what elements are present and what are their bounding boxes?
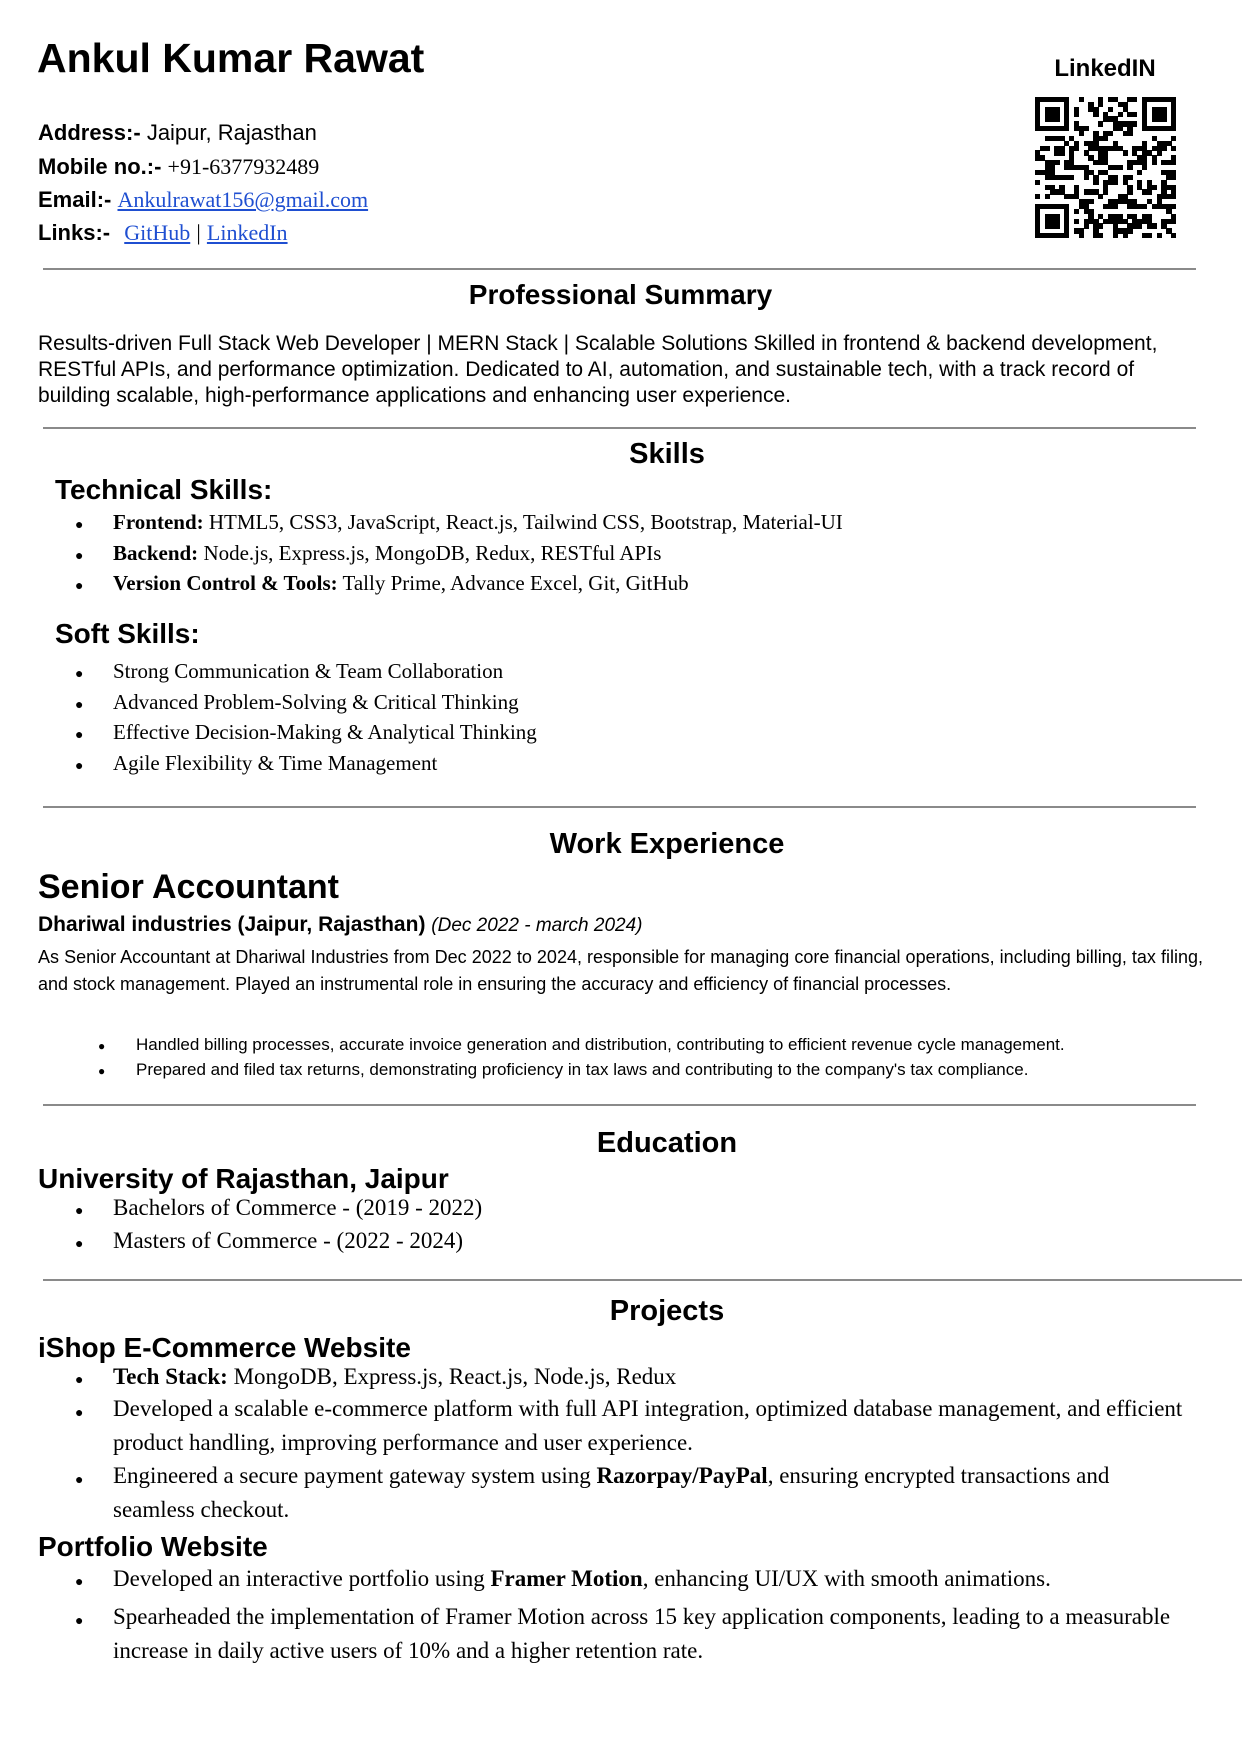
bullet-icon: ●: [75, 1573, 84, 1589]
qr-module: [1084, 175, 1089, 180]
qr-module: [1093, 112, 1098, 117]
qr-module: [1045, 146, 1050, 151]
links-separator: |: [196, 220, 201, 245]
qr-module: [1084, 223, 1089, 228]
qr-module: [1035, 180, 1040, 185]
contact-address: [38, 122, 317, 144]
qr-module: [1137, 223, 1142, 228]
qr-module: [1113, 233, 1118, 238]
project-bullet: [113, 1459, 1193, 1527]
qr-module: [1127, 189, 1132, 194]
skill-label: Backend:: [113, 541, 199, 565]
qr-module: [1118, 165, 1123, 170]
skill-label: Version Control & Tools:: [113, 571, 338, 595]
qr-module: [1132, 112, 1137, 117]
summary-text: Results-driven Full Stack Web Developer | MERN Stack | Scalable Solutions Skilled in frontend & backend development, RESTful APIs, and performance optimization. Dedicated to AI, automation, and sustainable tech, with a track record of building scalable, high-performance applications and enhancing user experience.: [38, 332, 1158, 407]
contact-links: [38, 222, 288, 244]
university-name: University of Rajasthan, Jaipur: [38, 1163, 449, 1194]
project-bullet: Developed a scalable e-commerce platform with full API integration, optimized database management, and efficient product handling, improving performance and user experience.: [113, 1396, 1183, 1455]
qr-module: [1098, 102, 1103, 107]
qr-module: [1118, 112, 1123, 117]
qr-module: [1171, 233, 1176, 238]
divider: [43, 268, 1196, 270]
qr-module: [1171, 219, 1176, 224]
bullet-icon: ●: [98, 1039, 106, 1053]
project-bullet: [113, 1567, 1203, 1590]
qr-module: [1171, 146, 1176, 151]
qr-module: [1171, 204, 1176, 209]
qr-module: [1084, 126, 1089, 131]
qr-module: [1152, 185, 1157, 190]
qr-module: [1054, 160, 1059, 165]
qr-module: [1103, 136, 1108, 141]
qr-module: [1108, 107, 1113, 112]
qr-module: [1127, 175, 1132, 180]
qr-module: [1161, 116, 1166, 121]
bullet-icon: ●: [75, 665, 84, 681]
qr-module: [1079, 233, 1084, 238]
qr-module: [1127, 165, 1132, 170]
bullet-icon: ●: [75, 1235, 84, 1251]
qr-module: [1069, 175, 1074, 180]
qr-module: [1064, 233, 1069, 238]
qr-module: [1152, 223, 1157, 228]
qr-module: [1098, 194, 1103, 199]
qr-module: [1132, 121, 1137, 126]
skill-frontend: [113, 512, 843, 533]
soft-skills-heading: Soft Skills:: [55, 618, 200, 649]
bullet-icon: ●: [75, 757, 84, 773]
soft-skill-item: Agile Flexibility & Time Management: [113, 751, 438, 775]
qr-module: [1074, 146, 1079, 151]
qr-module: [1171, 194, 1176, 199]
divider: [43, 1104, 1196, 1106]
skill-label: Frontend:: [113, 510, 204, 534]
qr-module: [1171, 160, 1176, 165]
tech-stack-value: MongoDB, Express.js, React.js, Node.js, Redux: [233, 1364, 677, 1389]
linkedin-qr-code[interactable]: [1035, 97, 1176, 238]
job-company: Dhariwal industries (Jaipur, Rajasthan): [38, 913, 426, 936]
contact-email: [38, 189, 368, 211]
project-title: iShop E-Commerce Website: [38, 1332, 411, 1363]
bullet-icon: ●: [75, 547, 84, 563]
qr-module: [1054, 116, 1059, 121]
qr-module: [1035, 194, 1040, 199]
qr-module: [1161, 146, 1166, 151]
qr-module: [1142, 204, 1147, 209]
bullet-icon: ●: [75, 726, 84, 742]
qr-module: [1171, 175, 1176, 180]
links-label: Links:-: [38, 220, 111, 245]
bullet-icon: ●: [75, 1202, 84, 1218]
qr-module: [1079, 131, 1084, 136]
qr-module: [1152, 160, 1157, 165]
qr-module: [1079, 97, 1084, 102]
address-value: Jaipur, Rajasthan: [146, 120, 317, 145]
bullet-icon: ●: [75, 577, 84, 593]
qr-module: [1098, 233, 1103, 238]
address-label: Address:-: [38, 120, 141, 145]
job-bullet: Handled billing processes, accurate invoice generation and distribution, contributing to efficient revenue cycle management.: [136, 1035, 1065, 1054]
contact-mobile: [38, 156, 319, 178]
github-link[interactable]: GitHub: [124, 220, 191, 245]
qr-module: [1147, 233, 1152, 238]
qr-module: [1074, 209, 1079, 214]
bullet-icon: ●: [75, 696, 84, 712]
summary-heading: Professional Summary: [468, 279, 773, 310]
divider: [43, 1279, 1242, 1281]
qr-module: [1142, 165, 1147, 170]
qr-module: [1157, 150, 1162, 155]
bullet-icon: ●: [75, 1612, 84, 1628]
work-heading: Work Experience: [549, 828, 785, 860]
qr-module: [1074, 112, 1079, 117]
skills-heading: Skills: [629, 438, 705, 470]
mobile-label: Mobile no.:-: [38, 154, 162, 179]
qr-module: [1064, 126, 1069, 131]
project-bullet-text: , ensuring encrypted transactions and seamless checkout.: [113, 1463, 1110, 1522]
project-bullet-text: Engineered a secure payment gateway system using: [113, 1463, 597, 1488]
tech-stack-label: Tech Stack:: [113, 1364, 228, 1389]
technical-skills-heading: Technical Skills:: [55, 474, 273, 505]
qr-module: [1127, 131, 1132, 136]
soft-skill-item: Advanced Problem-Solving & Critical Thinking: [113, 690, 519, 714]
qr-module: [1147, 189, 1152, 194]
mobile-value: +91-6377932489: [167, 154, 320, 179]
skill-value: HTML5, CSS3, JavaScript, React.js, Tailwind CSS, Bootstrap, Material-UI: [208, 510, 843, 534]
qr-module: [1137, 170, 1142, 175]
soft-skill-item: Effective Decision-Making & Analytical Thinking: [113, 720, 537, 744]
project-bullet-text: Developed an interactive portfolio using: [113, 1566, 491, 1591]
qr-module: [1123, 150, 1128, 155]
qr-module: [1059, 150, 1064, 155]
skill-value: Node.js, Express.js, MongoDB, Redux, RESTful APIs: [203, 541, 662, 565]
qr-module: [1093, 180, 1098, 185]
qr-module: [1103, 189, 1108, 194]
library-name: Framer Motion: [490, 1566, 643, 1591]
qr-module: [1113, 204, 1118, 209]
qr-module: [1132, 97, 1137, 102]
qr-module: [1098, 121, 1103, 126]
job-dates: (Dec 2022 - march 2024): [431, 915, 643, 936]
skill-value: Tally Prime, Advance Excel, Git, GitHub: [342, 571, 689, 595]
job-description: As Senior Accountant at Dhariwal Industries from Dec 2022 to 2024, responsible for managing core financial operations, including billing, tax filing, and stock management. Played an instrumental role in ensuring the accuracy and efficiency of financial processes.: [38, 947, 1203, 994]
bullet-icon: ●: [98, 1064, 106, 1078]
skill-tools: [113, 573, 689, 594]
divider: [43, 806, 1196, 808]
qr-module: [1171, 126, 1176, 131]
qr-module: [1127, 228, 1132, 233]
job-bullet: Prepared and filed tax returns, demonstrating proficiency in tax laws and contributing to the company's tax compliance.: [136, 1060, 1029, 1079]
degree-item: Bachelors of Commerce - (2019 - 2022): [113, 1195, 483, 1220]
qr-module: [1088, 199, 1093, 204]
projects-heading: Projects: [609, 1295, 725, 1327]
job-company-line: [38, 914, 643, 935]
bullet-icon: ●: [75, 1371, 84, 1387]
candidate-name: Ankul Kumar Rawat: [37, 35, 425, 81]
degree-item: Masters of Commerce - (2022 - 2024): [113, 1228, 464, 1253]
qr-module: [1171, 136, 1176, 141]
qr-module: [1113, 180, 1118, 185]
project-tech-stack: [113, 1365, 676, 1388]
linkedin-link[interactable]: LinkedIn: [206, 220, 288, 245]
qr-module: [1108, 131, 1113, 136]
project-title: Portfolio Website: [38, 1531, 268, 1562]
payment-gateway-name: Razorpay/PayPal: [596, 1463, 768, 1488]
education-heading: Education: [596, 1127, 738, 1159]
qr-module: [1045, 194, 1050, 199]
email-label: Email:-: [38, 187, 112, 212]
bullet-icon: ●: [75, 516, 84, 532]
divider: [43, 427, 1196, 429]
qr-label: LinkedIN: [1054, 55, 1156, 82]
bullet-icon: ●: [75, 1404, 84, 1420]
qr-module: [1123, 233, 1128, 238]
project-bullet: Spearheaded the implementation of Framer Motion across 15 key application components, leading to a measurable increase in daily active users of 10% and a higher retention rate.: [113, 1604, 1171, 1663]
skill-backend: [113, 543, 661, 564]
project-bullet-text: , enhancing UI/UX with smooth animations.: [642, 1566, 1051, 1591]
email-link[interactable]: Ankulrawat156@gmail.com: [117, 187, 369, 212]
bullet-icon: ●: [75, 1471, 84, 1487]
qr-module: [1074, 219, 1079, 224]
job-title: Senior Accountant: [38, 868, 339, 906]
qr-module: [1157, 233, 1162, 238]
qr-module: [1054, 223, 1059, 228]
qr-module: [1098, 223, 1103, 228]
soft-skill-item: Strong Communication & Team Collaboration: [113, 659, 504, 683]
